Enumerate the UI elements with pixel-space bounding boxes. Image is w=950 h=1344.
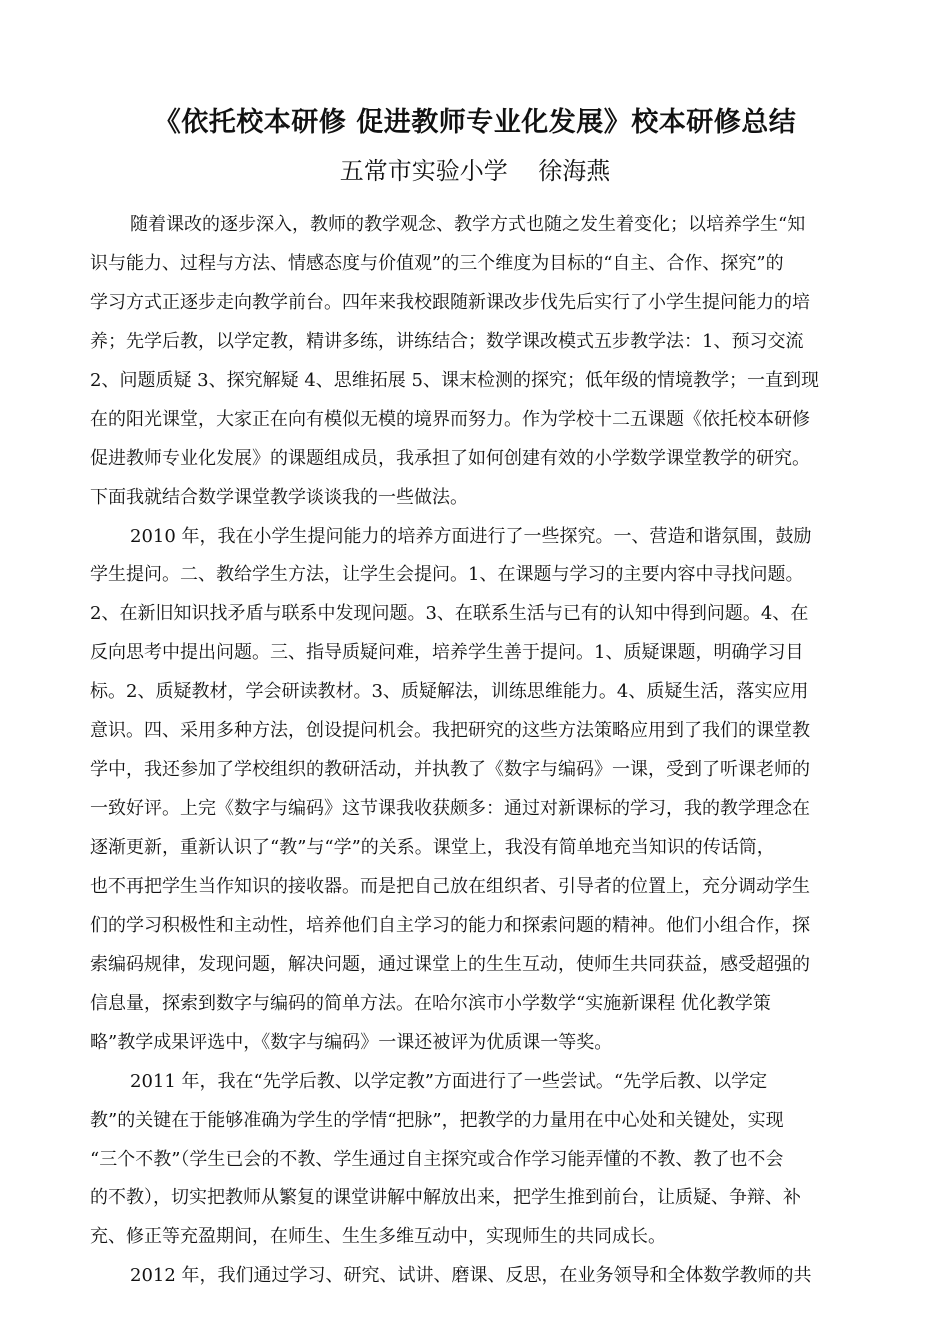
paragraph-line: “三个不教”（学生已会的不教、学生通过自主探究或合作学习能弄懂的不教、教了也不会: [90, 1148, 784, 1170]
paragraph-line: 充、修正等充盈期间，在师生、生生多维互动中，实现师生的共同成长。: [90, 1226, 666, 1248]
document-body: [90, 206, 870, 1296]
paragraph-line: 教”的关键在于能够准确为学生的学情“把脉”，把教学的力量用在中心处和关键处，实现: [90, 1109, 784, 1131]
paragraph-line: 意识。四、采用多种方法，创设提问机会。我把研究的这些方法策略应用到了我们的课堂教: [90, 720, 810, 742]
paragraph-line: 学习方式正逐步走向教学前台。四年来我校跟随新课改步伐先后实行了小学生提问能力的培: [90, 291, 810, 313]
paragraph-line: 逐渐更新，重新认识了“教”与“学”的关系。课堂上，我没有简单地充当知识的传话筒，: [90, 837, 775, 858]
paragraph-line: 信息量，探索到数字与编码的简单方法。在哈尔滨市小学数学“实施新课程 优化教学策: [90, 992, 771, 1014]
paragraph-line: 反向思考中提出问题。三、指导质疑问难，培养学生善于提问。1、质疑课题，明确学习目: [90, 642, 804, 664]
paragraph-line: 2、在新旧知识找矛盾与联系中发现问题。3、在联系生活与已有的认知中得到问题。4、在: [90, 603, 809, 625]
paragraph-line: 促进教师专业化发展》的课题组成员，我承担了如何创建有效的小学数学课堂教学的研究。: [90, 447, 810, 469]
paragraph-line: 2012 年，我们通过学习、研究、试讲、磨课、反思，在业务领导和全体数学教师的共: [130, 1265, 812, 1287]
document-title: 《依托校本研修 促进教师专业化发展》校本研修总结: [153, 107, 797, 138]
paragraph-line: 们的学习积极性和主动性，培养他们自主学习的能力和探索问题的精神。他们小组合作，探: [90, 914, 810, 936]
paragraph-line: 学中，我还参加了学校组织的教研活动，并执教了《数字与编码》一课，受到了听课老师的: [90, 759, 810, 781]
paragraph-line: 的不教），切实把教师从繁复的课堂讲解中解放出来，把学生推到前台，让质疑、争辩、补: [90, 1187, 801, 1209]
paragraph-line: 学生提问。二、教给学生方法，让学生会提问。1、在课题与学习的主要内容中寻找问题。: [90, 564, 804, 586]
paragraph: [90, 518, 870, 1063]
paragraph-line: 随着课改的逐步深入，教师的教学观念、教学方式也随之发生着变化；以培养学生“知: [130, 214, 806, 235]
paragraph-line: 索编码规律，发现问题，解决问题，通过课堂上的生生互动，使师生共同获益，感受超强的: [90, 953, 810, 975]
paragraph-line: 下面我就结合数学课堂教学谈谈我的一些做法。: [90, 486, 468, 508]
paragraph-line: 也不再把学生当作知识的接收器。而是把自己放在组织者、引导者的位置上，充分调动学生: [90, 875, 810, 897]
paragraph-line: 识与能力、过程与方法、情感态度与价值观”的三个维度为目标的“自主、合作、探究”的: [90, 252, 784, 274]
paragraph-line: 略”教学成果评选中，《数字与编码》一课还被评为优质课一等奖。: [90, 1031, 613, 1053]
document-byline: 五常市实验小学 徐海燕: [339, 157, 611, 185]
paragraph-line: 养；先学后教，以学定教，精讲多练，讲练结合；数学课改模式五步教学法：1、预习交流: [90, 330, 804, 352]
paragraph-line: 2、问题质疑 3、探究解疑 4、思维拓展 5、课末检测的探究；低年级的情境教学；一直到现: [90, 369, 819, 391]
paragraph: [90, 206, 870, 518]
paragraph: [90, 1257, 870, 1296]
paragraph: [90, 1063, 870, 1258]
paragraph-line: 2010 年，我在小学生提问能力的培养方面进行了一些探究。一、营造和谐氛围，鼓励: [130, 525, 812, 547]
paragraph-line: 一致好评。上完《数字与编码》这节课我收获颇多：通过对新课标的学习，我的教学理念在: [90, 798, 810, 820]
paragraph-line: 标。2、质疑教材，学会研读教材。3、质疑解法，训练思维能力。4、质疑生活，落实应用: [90, 681, 809, 703]
paragraph-line: 2011 年，我在“先学后教、以学定教”方面进行了一些尝试。“先学后教、以学定: [130, 1070, 768, 1092]
paragraph-line: 在的阳光课堂，大家正在向有模似无模的境界而努力。作为学校十二五课题《依托校本研修: [90, 408, 810, 430]
